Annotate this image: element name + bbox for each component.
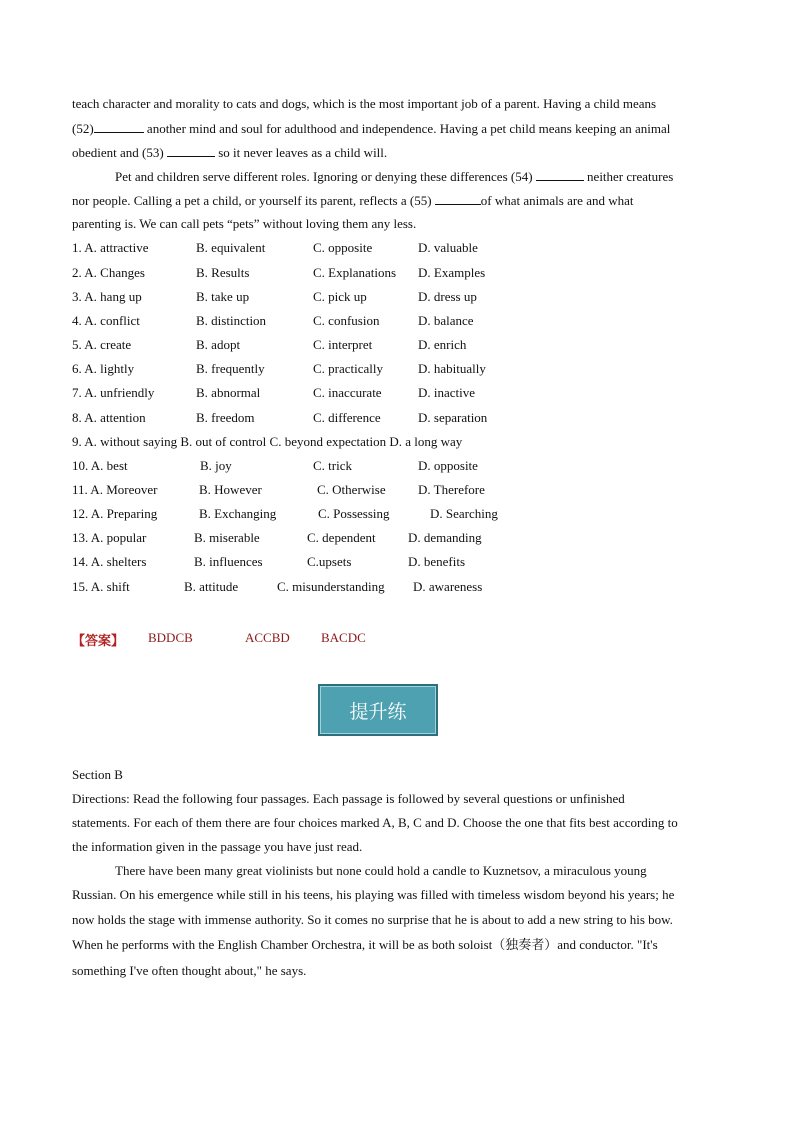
question-option-b: B. Exchanging [199, 506, 277, 521]
question-option-d: D. Examples [418, 265, 486, 280]
passage-text: of what animals are and what [480, 193, 634, 208]
passage-line [72, 120, 670, 137]
question-option-a: 11. A. Moreover [72, 482, 158, 497]
question-option-a: 12. A. Preparing [72, 506, 158, 521]
answer-group-1: BDDCB [148, 630, 193, 645]
passage-line: There have been many great violinists but none could hold a candle to Kuznetsov, a miraculous young [115, 863, 647, 878]
question-option-c: C. misunderstanding [277, 579, 385, 594]
section-heading: Section B [72, 767, 123, 782]
answer-label: 【答案】 [72, 634, 125, 649]
question-option-b: B. attitude [184, 579, 239, 594]
question-option-b: B. take up [196, 289, 250, 304]
passage-line: parenting is. We can call pets “pets” without loving them any less. [72, 216, 417, 231]
question-option-c: C. Otherwise [317, 482, 386, 497]
question-option-c: C. opposite [313, 240, 373, 255]
question-option-d: D. valuable [418, 240, 478, 255]
question-option-c: C. trick [313, 458, 352, 473]
answer-blank [435, 192, 481, 205]
passage-text: Pet and children serve different roles. Ignoring or denying these differences (54) [115, 169, 533, 184]
question-option-b: B. freedom [196, 410, 255, 425]
question-option-b: B. equivalent [196, 240, 266, 255]
blank-number: (52) [72, 121, 94, 136]
question-option-d: D. enrich [418, 337, 467, 352]
passage-text: obedient and (53) [72, 145, 164, 160]
question-option-b: B. frequently [196, 361, 265, 376]
question-option-d: D. separation [418, 410, 488, 425]
question-option-b: B. distinction [196, 313, 267, 328]
question-option-d: D. opposite [418, 458, 478, 473]
question-option-a: 5. A. create [72, 337, 132, 352]
question-option-c: C. practically [313, 361, 384, 376]
question-option-a: 8. A. attention [72, 410, 146, 425]
passage-line [115, 168, 673, 185]
question-option-c: C.upsets [307, 554, 352, 569]
question-option-c: C. Possessing [318, 506, 390, 521]
answer-blank [167, 144, 215, 157]
question-option-b: B. miserable [194, 530, 260, 545]
question-option-d: D. Searching [430, 506, 498, 521]
question-option-a: 14. A. shelters [72, 554, 147, 569]
passage-line: Russian. On his emergence while still in his teens, his playing was filled with timeless wisdom beyond his years; he [72, 887, 675, 902]
passage-line [72, 192, 634, 209]
passage-text: so it never leaves as a child will. [218, 145, 388, 160]
question-option-a: 15. A. shift [72, 579, 130, 594]
passage-line: When he performs with the English Chamber Orchestra, it will be as both soloist（独奏者）and conductor. "It's [72, 937, 658, 952]
passage-text: another mind and soul for adulthood and independence. Having a pet child means keeping an animal [146, 121, 671, 136]
answer-group-3: BACDC [321, 630, 366, 645]
question-option-b: B. Results [196, 265, 250, 280]
question-option-c: C. pick up [313, 289, 367, 304]
question-option-c: C. interpret [313, 337, 373, 352]
question-option-a: 6. A. lightly [72, 361, 135, 376]
question-option-b: B. abnormal [196, 385, 261, 400]
passage-text: neither creatures [587, 169, 674, 184]
passage-line: teach character and morality to cats and dogs, which is the most important job of a parent. Having a child means [72, 96, 657, 111]
question-option-d: D. benefits [408, 554, 466, 569]
question-option-c: C. difference [313, 410, 381, 425]
question-option-a: 7. A. unfriendly [72, 385, 155, 400]
question-option-b: B. influences [194, 554, 263, 569]
question-option-c: C. dependent [307, 530, 376, 545]
question-option-a: 10. A. best [72, 458, 128, 473]
question-option-a: 2. A. Changes [72, 265, 145, 280]
question-option-a: 1. A. attractive [72, 240, 149, 255]
passage-line: something I've often thought about," he says. [72, 963, 307, 978]
question-option-d: D. balance [418, 313, 474, 328]
answer-blank [94, 120, 144, 133]
question-option-d: D. demanding [408, 530, 482, 545]
practice-button[interactable]: 提升练 [318, 684, 438, 736]
question-option-a: 3. A. hang up [72, 289, 142, 304]
passage-line: now holds the stage with immense authority. So it comes no surprise that he is about to add a new string to his bow. [72, 912, 673, 927]
question-option-d: D. Therefore [418, 482, 485, 497]
question-option-b: B. joy [200, 458, 232, 473]
answer-blank [536, 168, 584, 181]
directions-line: the information given in the passage you have just read. [72, 839, 363, 854]
question-option-d: D. dress up [418, 289, 477, 304]
question-option-c: C. confusion [313, 313, 380, 328]
question-option-a: 9. A. without saying B. out of control C. beyond expectation D. a long way [72, 434, 463, 449]
answer-group-2: ACCBD [245, 630, 290, 645]
question-option-c: C. Explanations [313, 265, 397, 280]
passage-line [72, 144, 387, 161]
question-option-a: 13. A. popular [72, 530, 147, 545]
question-option-d: D. habitually [418, 361, 486, 376]
question-option-b: B. adopt [196, 337, 241, 352]
question-option-b: B. However [199, 482, 262, 497]
passage-text: nor people. Calling a pet a child, or yourself its parent, reflects a (55) [72, 193, 432, 208]
question-option-a: 4. A. conflict [72, 313, 140, 328]
question-option-d: D. inactive [418, 385, 476, 400]
directions-line: statements. For each of them there are four choices marked A, B, C and D. Choose the one that fits best according to [72, 815, 678, 830]
question-option-c: C. inaccurate [313, 385, 382, 400]
question-option-d: D. awareness [413, 579, 483, 594]
directions-line: Directions: Read the following four passages. Each passage is followed by several questions or unfinished [72, 791, 625, 806]
